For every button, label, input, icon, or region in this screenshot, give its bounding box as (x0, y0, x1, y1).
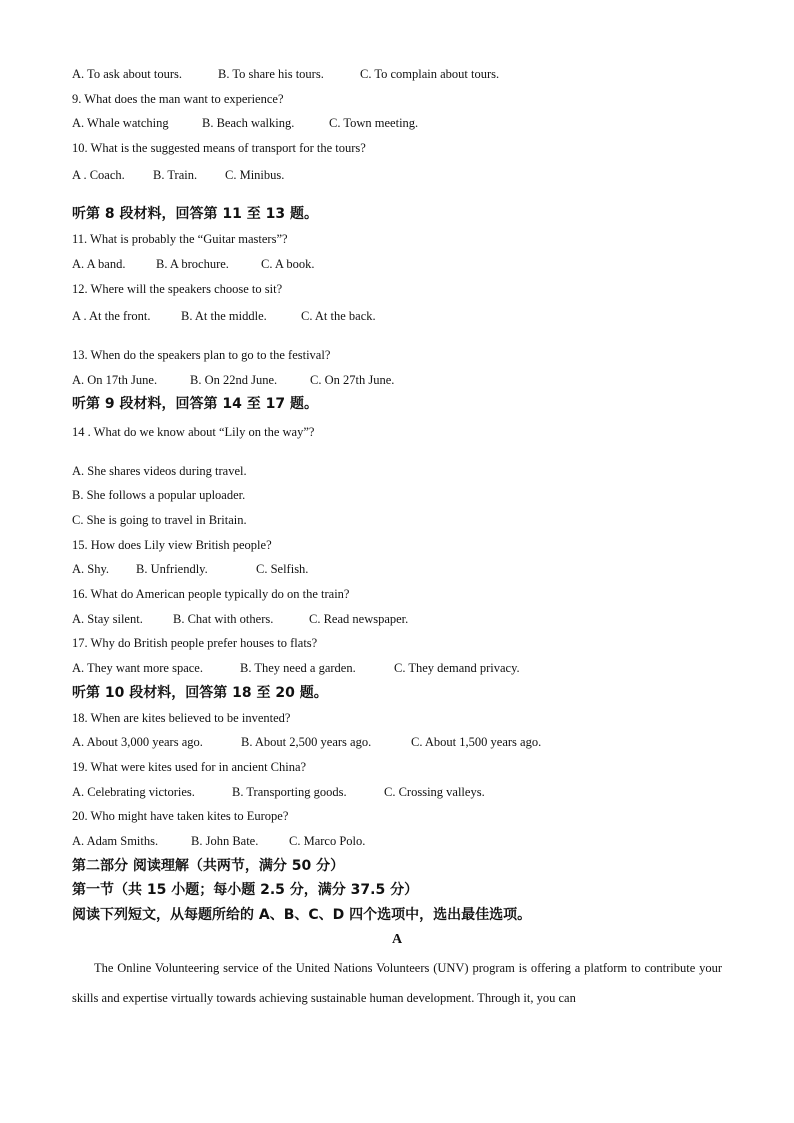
q10-options (72, 167, 284, 183)
q17-option-a: A. They want more space. (72, 661, 203, 675)
q16-option-a: A. Stay silent. (72, 612, 143, 626)
q12-option-c: C. At the back. (301, 309, 376, 323)
q16-option-b: B. Chat with others. (173, 612, 274, 626)
q12-option-b: B. At the middle. (181, 309, 267, 323)
q15-options (72, 561, 308, 577)
q13-option-c: C. On 27th June. (310, 373, 395, 387)
q16-option-c: C. Read newspaper. (309, 612, 409, 626)
q12-stem: 12. Where will the speakers choose to sit? (72, 282, 283, 296)
q18-stem: 18. When are kites believed to be invented? (72, 711, 291, 725)
q18-options (72, 734, 541, 750)
passage-label: A (391, 932, 403, 947)
q13-option-b: B. On 22nd June. (190, 373, 278, 387)
q16-stem: 16. What do American people typically do on the train? (72, 587, 350, 601)
q15-option-c: C. Selfish. (256, 562, 309, 576)
q11-stem: 11. What is probably the “Guitar masters”? (72, 232, 288, 246)
q8-option-c: C. To complain about tours. (360, 67, 500, 81)
reading-instructions: 阅读下列短文，从每题所给的 A、B、C、D 四个选项中，选出最佳选项。 (72, 907, 532, 923)
q16-options (72, 611, 408, 627)
q20-option-a: A. Adam Smiths. (72, 834, 159, 848)
q8-option-a: A. To ask about tours. (72, 67, 182, 81)
q9-option-c: C. Town meeting. (329, 116, 419, 130)
passage-paragraph: The Online Volunteering service of the United Nations Volunteers (UNV) program is offering a platform to contribute your skills and expertise virtually towards achieving sustainable human development. Through it, you can (72, 961, 722, 1005)
part-2-heading: 第二部分 阅读理解（共两节，满分 50 分） (72, 858, 345, 874)
q14-option-b: B. She follows a popular uploader. (72, 488, 246, 502)
q9-option-a: A. Whale watching (72, 116, 169, 130)
q9-options (72, 115, 418, 131)
q9-stem: 9. What does the man want to experience? (72, 92, 284, 106)
section-10-heading: 听第 10 段材料，回答第 18 至 20 题。 (72, 685, 328, 701)
q9-option-b: B. Beach walking. (202, 116, 295, 130)
q19-stem: 19. What were kites used for in ancient China? (72, 760, 307, 774)
q15-option-a: A. Shy. (72, 562, 110, 576)
q12-options (72, 308, 376, 324)
q11-option-b: B. A brochure. (156, 257, 229, 271)
q20-options (72, 833, 365, 849)
q14-option-a: A. She shares videos during travel. (72, 464, 247, 478)
q13-option-a: A. On 17th June. (72, 373, 158, 387)
section-8-heading: 听第 8 段材料，回答第 11 至 13 题。 (72, 206, 318, 222)
q14-stem: 14 . What do we know about “Lily on the way”? (72, 425, 315, 439)
q12-option-a: A . At the front. (72, 309, 151, 323)
q18-option-c: C. About 1,500 years ago. (411, 735, 542, 749)
q13-options (72, 372, 394, 388)
q8-option-b: B. To share his tours. (218, 67, 324, 81)
q17-stem: 17. Why do British people prefer houses to flats? (72, 636, 318, 650)
part-2-section-1-heading: 第一节（共 15 小题；每小题 2.5 分，满分 37.5 分） (72, 882, 419, 898)
q18-option-a: A. About 3,000 years ago. (72, 735, 203, 749)
q15-stem: 15. How does Lily view British people? (72, 538, 272, 552)
q18-option-b: B. About 2,500 years ago. (241, 735, 372, 749)
q11-options (72, 256, 315, 272)
q8-options (72, 66, 499, 82)
q13-stem: 13. When do the speakers plan to go to the festival? (72, 348, 331, 362)
q17-option-c: C. They demand privacy. (394, 661, 520, 675)
q11-option-c: C. A book. (261, 257, 315, 271)
q10-option-a: A . Coach. (72, 168, 125, 182)
q20-option-c: C. Marco Polo. (289, 834, 366, 848)
q11-option-a: A. A band. (72, 257, 126, 271)
q20-stem: 20. Who might have taken kites to Europe? (72, 809, 289, 823)
q20-option-b: B. John Bate. (191, 834, 259, 848)
q19-options (72, 784, 485, 800)
q10-stem: 10. What is the suggested means of transport for the tours? (72, 141, 366, 155)
q10-option-c: C. Minibus. (225, 168, 285, 182)
q15-option-b: B. Unfriendly. (136, 562, 208, 576)
q19-option-a: A. Celebrating victories. (72, 785, 195, 799)
q10-option-b: B. Train. (153, 168, 198, 182)
q19-option-b: B. Transporting goods. (232, 785, 347, 799)
section-9-heading: 听第 9 段材料，回答第 14 至 17 题。 (72, 396, 318, 412)
q19-option-c: C. Crossing valleys. (384, 785, 485, 799)
q14-option-c: C. She is going to travel in Britain. (72, 513, 247, 527)
q17-option-b: B. They need a garden. (240, 661, 356, 675)
q17-options (72, 660, 520, 676)
